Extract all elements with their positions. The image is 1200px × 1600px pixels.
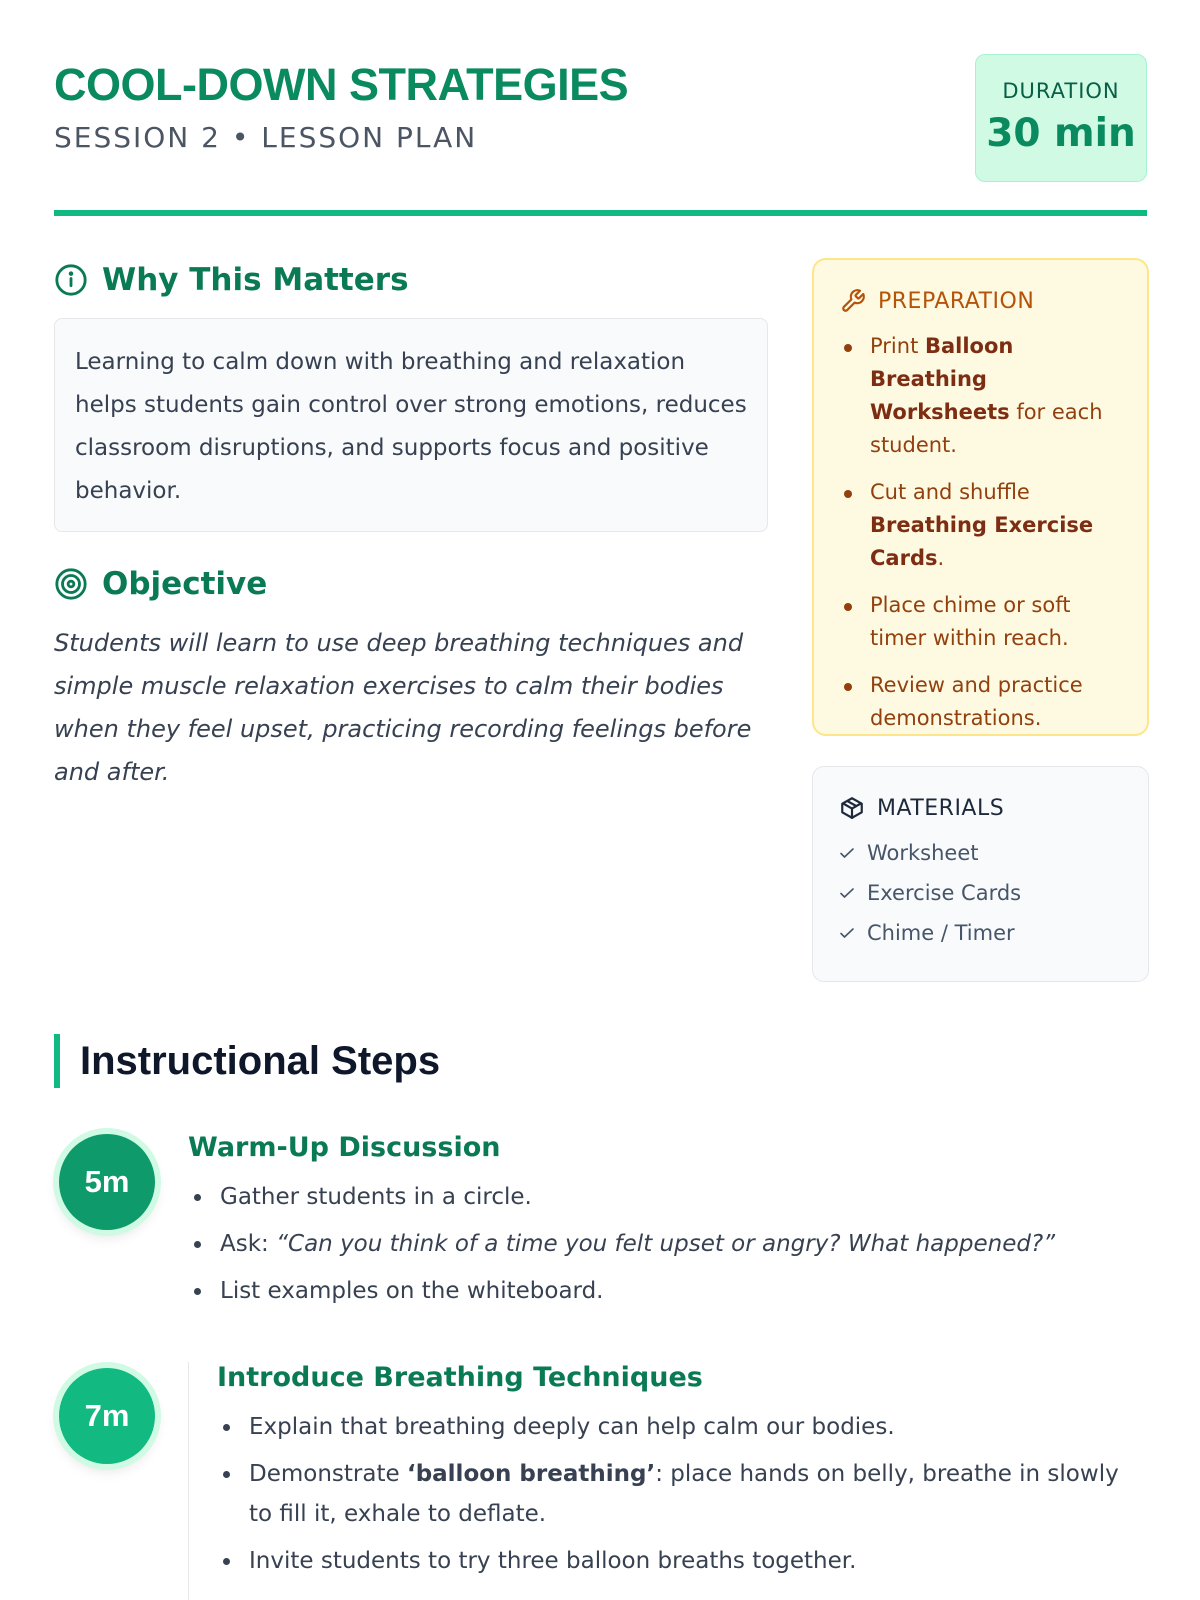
check-icon: [839, 925, 855, 941]
duration-badge: [975, 54, 1147, 182]
preparation-item: Review and practice demonstrations.: [840, 669, 1121, 735]
preparation-heading: PREPARATION: [878, 288, 1035, 314]
target-icon: [54, 567, 88, 601]
why-text-box: [54, 318, 768, 532]
step-item: Gather students in a circle.: [188, 1177, 1148, 1217]
preparation-heading-row: [840, 288, 1121, 314]
materials-item: Worksheet: [839, 833, 1122, 873]
header-divider: [54, 210, 1147, 216]
materials-card: [812, 766, 1149, 982]
step-title: Warm-Up Discussion: [188, 1132, 501, 1163]
step-title: Introduce Breathing Techniques: [217, 1362, 703, 1393]
check-icon: [839, 885, 855, 901]
duration-value: 30 min: [986, 111, 1136, 156]
step-item: List examples on the whiteboard.: [188, 1271, 1148, 1311]
step-item: Explain that breathing deeply can help calm our bodies.: [217, 1407, 1148, 1447]
wrench-icon: [840, 288, 866, 314]
step-warm-up: [188, 1132, 1148, 1318]
objective-heading: Objective: [102, 566, 268, 602]
materials-heading: MATERIALS: [877, 795, 1005, 821]
why-section-heading: [54, 262, 409, 298]
step-list: [188, 1177, 1148, 1311]
step-item: Demonstrate ‘balloon breathing’: place hands on belly, breathe in slowly to fill it, exhale to deflate.: [217, 1454, 1148, 1534]
preparation-item: Print Balloon Breathing Worksheets for each student.: [840, 330, 1121, 462]
lesson-header: [54, 52, 1147, 222]
why-heading: Why This Matters: [102, 262, 409, 298]
step-time-badge: 7m: [59, 1368, 155, 1464]
preparation-list: [840, 330, 1121, 735]
objective-text: Students will learn to use deep breathing techniques and simple muscle relaxation exercises to calm their bodies when they feel upset, practicing recording feelings before and after.: [54, 629, 752, 786]
materials-list: [839, 833, 1122, 953]
materials-heading-row: [839, 795, 1122, 821]
step-item: Invite students to try three balloon breaths together.: [217, 1541, 1148, 1581]
step-breathing: [188, 1362, 1148, 1600]
step-item: Ask: “Can you think of a time you felt upset or angry? What happened?”: [188, 1224, 1148, 1264]
materials-item: Exercise Cards: [839, 873, 1122, 913]
box-icon: [839, 795, 865, 821]
materials-item: Chime / Timer: [839, 913, 1122, 953]
why-text: Learning to calm down with breathing and relaxation helps students gain control over strong emotions, reduces classroom disruptions, and supports focus and positive behavior.: [75, 349, 747, 504]
preparation-item: Cut and shuffle Breathing Exercise Cards.: [840, 476, 1121, 575]
page-title: COOL-DOWN STRATEGIES: [54, 59, 629, 110]
check-icon: [839, 845, 855, 861]
preparation-item: Place chime or soft timer within reach.: [840, 589, 1121, 655]
preparation-card: [812, 258, 1149, 736]
info-icon: [54, 263, 88, 297]
step-list: [217, 1407, 1148, 1581]
duration-label: DURATION: [1002, 79, 1120, 103]
steps-section-title: Instructional Steps: [54, 1034, 440, 1088]
step-time-badge: 5m: [59, 1134, 155, 1230]
objective-section-heading: [54, 566, 267, 602]
page-subtitle: SESSION 2 • LESSON PLAN: [54, 121, 478, 154]
